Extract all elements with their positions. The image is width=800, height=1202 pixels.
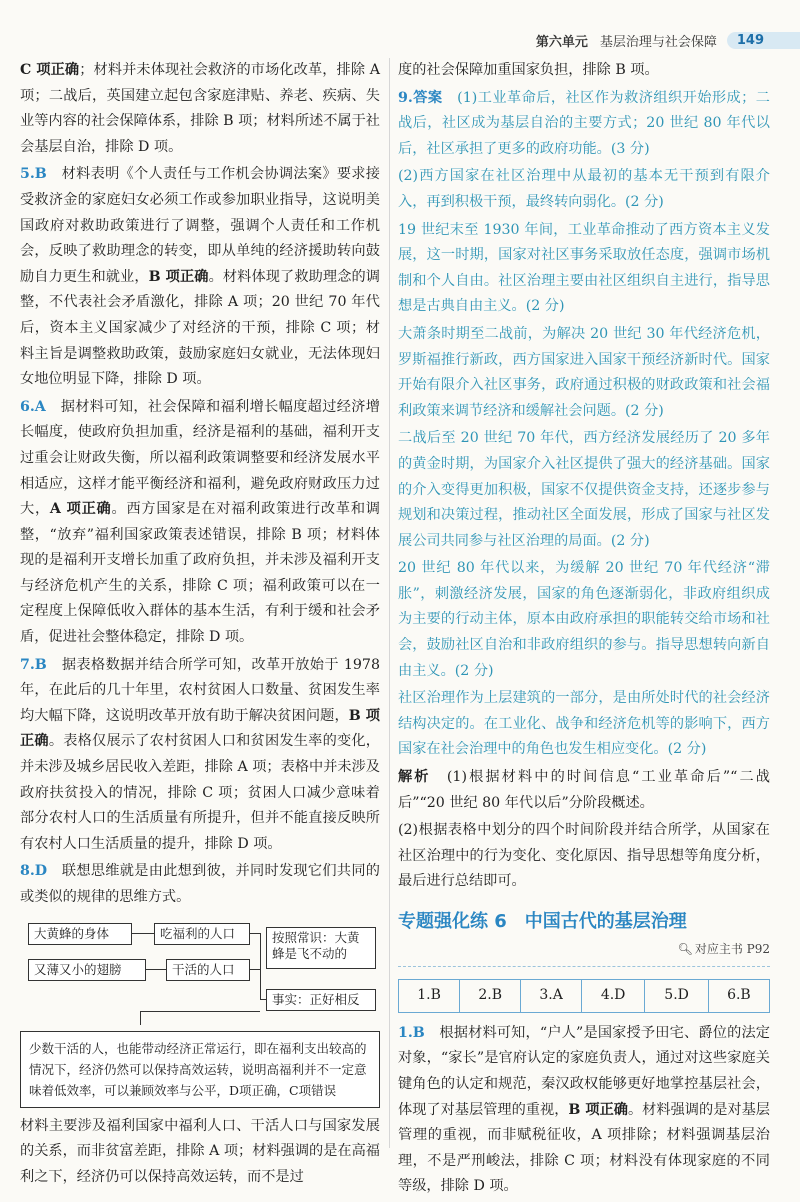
answer-9-stage4: 20 世纪 80 年代以来，为缓解 20 世纪 70 年代经济“滞胀”，刺激经济发展，国家的角色逐渐弱化，非政府组织成为主要的行动主体，原本由政府承担的职能转交给市场和社会，鼓励社区自治和非政府组织的参与。指导思想转向新自由主义。(2 分): [398, 560, 770, 679]
table-row: [399, 980, 770, 1013]
bold-conclusion: A 项正确: [49, 501, 112, 518]
answer-4-continued: [20, 58, 380, 160]
association-diagram: [20, 915, 380, 1085]
answer-9-stage3: 二战后至 20 世纪 70 年代，西方经济发展经历了 20 多年的黄金时期，为国家介入社区提供了强大的经济基础。国家的介入变得更加积极，国家不仅提供资金支持，还逐步参与规划和决策过程，推动社区全面发展，形成了国家与社区发展公司共同参与社区治理的局面。(2 分): [398, 430, 770, 549]
answer-text: 。表格仅展示了农村贫困人口和贫困发生率的变化，并未涉及城乡居民收入差距，排除 A 项；表格中并未涉及政府扶贫投入的情况，排除 C 项；贫困人口减少意味着部分农村人口的生活质量有所提升，但并不能直接反映所有农村人口生活质量的提升，排除 D 项。: [20, 733, 380, 852]
unit-label: 第六单元: [535, 34, 588, 50]
column-divider: [389, 58, 390, 1148]
analysis-2: (2)根据表格中划分的四个时间阶段并结合所学，从国家在社区治理中的行为变化、变化原因、指导思想等角度分析，最后进行总结即可。: [398, 822, 770, 890]
answer-6: [20, 395, 380, 651]
bold-conclusion: B 项正确: [148, 268, 209, 285]
answer-text: 材料表明《个人责任与工作机会协调法案》要求接受救济金的家庭妇女必须工作或参加职业指导，这说明美国政府对救助政策进行了调整，强调个人责任和工作机会，反映了救助理念的转变，即从单纯的经济援助转向鼓励自力更生和就业，: [20, 166, 380, 285]
answer-8-continued: 材料主要涉及福利国家中福利人口、干活人口与国家发展的关系，而非贫富差距，排除 A 项；材料强调的是在高福利之下，经济仍可以保持高效运转，而不是过: [20, 1117, 380, 1185]
magnifier-icon: 🔍︎: [677, 941, 693, 956]
answer-key-table: [398, 979, 770, 1013]
answer-9-part1: [398, 86, 770, 163]
answer-text: (1)工业革命后，社区作为救济组织开始形成；二战后，社区成为基层自治的主要方式；20 世纪 80 年代以后，社区承担了更多的政府功能。(3 分): [398, 89, 770, 157]
analysis-1: [398, 765, 770, 816]
right-column: [398, 58, 770, 1202]
question-number: 9.答案: [398, 89, 443, 106]
question-number: 8.D: [20, 863, 48, 880]
diagram-box-bee-body: 大黄蜂的身体: [28, 923, 132, 945]
diagram-connector: [260, 933, 261, 970]
diagram-box-fact: 事实：正好相反: [266, 989, 376, 1011]
answer-8: [20, 859, 380, 910]
answer-text: 据表格数据并结合所学可知，改革开放始于 1978 年，在此后的几十年里，农村贫困人口数量、贫困发生率均大幅下降，这说明改革开放有助于解决贫困问题，: [20, 656, 380, 724]
diagram-box-workers: 干活的人口: [166, 959, 250, 981]
answer-5: [20, 162, 380, 392]
section-answer-1: [398, 1021, 770, 1200]
analysis-label: 解析: [398, 769, 431, 786]
question-number: 1.B: [398, 1024, 425, 1041]
section-title: 专题强化练 6 中国古代的基层治理: [398, 911, 687, 932]
answer-text: 联想思维就是由此想到彼，并同时发现它们共同的或类似的规律的思维方式。: [20, 863, 380, 905]
answer-cell: 5.D: [645, 980, 708, 1013]
answer-9-summary: 社区治理作为上层建筑的一部分，是由所处时代的社会经济结构决定的。在工业化、战争和经济危机等的影响下，西方国家在社会治理中的角色也发生相应变化。(2 分): [398, 690, 770, 758]
topic-label: 基层治理与社会保障: [599, 34, 717, 50]
question-number: 5.B: [20, 166, 47, 183]
bold-conclusion: B 项正确: [568, 1101, 628, 1118]
answer-text: 。材料强调的是对基层管理的重视，而非赋税征收，A 项排除；材料强调基层治理，不是严刑峻法，排除 C 项；材料没有体现家庭的不同等级，排除 D 项。: [398, 1101, 770, 1195]
diagram-connector: [140, 1011, 141, 1025]
diagram-connector: [250, 933, 260, 934]
page-header: [536, 30, 800, 50]
answer-text: 根据材料可知，“户人”是国家授予田宅、爵位的法定对象，“家长”是官府认定的家庭负责人，通过对这些家庭关键角色的认定和规范，秦汉政权能够更好地掌控基层社会，体现了对基层管理的重视，: [398, 1024, 770, 1118]
answer-7: [20, 653, 380, 858]
answer-cell: 3.A: [521, 980, 582, 1013]
diagram-box-wings: 又薄又小的翅膀: [28, 959, 146, 981]
conclusion-box: 少数干活的人，也能带动经济正常运行，即在福利支出较高的情况下，经济仍然可以保持高效运转，说明高福利并不一定意味着低效率，可以兼顾效率与公平，D项正确，C项错误: [20, 1031, 380, 1108]
answer-cell: 4.D: [581, 980, 644, 1013]
answer-cell: 2.B: [460, 980, 521, 1013]
diagram-arrow: [146, 969, 166, 970]
question-number: 7.B: [20, 656, 47, 673]
reference-line: [398, 937, 770, 968]
diagram-connector: [140, 1011, 260, 1012]
answer-text: 据材料可知，社会保障和福利增长幅度超过经济增长幅度，使政府负担加重，经济是福利的基础，福利开支过重会让财政失衡，所以福利政策调整要和经济发展水平相适应，这样才能平衡经济和福利，避免政府财政压力过大，: [20, 398, 380, 518]
bold-conclusion: C 项正确: [20, 62, 80, 78]
answer-cell: 1.B: [399, 980, 460, 1013]
answer-9-part2: (2)西方国家在社区治理中从最初的基本无干预到有限介入，再到积极干预，最终转向弱化。(2 分): [398, 168, 770, 210]
answer-8-end: 度的社会保障加重国家负担，排除 B 项。: [398, 62, 659, 78]
answer-9-stage2: 大萧条时期至二战前，为解决 20 世纪 30 年代经济危机，罗斯福推行新政，西方国家进入国家干预经济新时代。国家开始有限介入社区事务，政府通过积极的财政政策和社会福利政策来调节经济和缓解社会问题。(2 分): [398, 325, 770, 419]
diagram-box-welfare-people: 吃福利的人口: [154, 923, 250, 945]
reference-text: 对应主书 P92: [694, 941, 770, 956]
analysis-text: (1)根据材料中的时间信息“工业革命后”“二战后”“20 世纪 80 年代以后”分阶段概述。: [398, 769, 770, 811]
answer-text: ；材料并未体现社会救济的市场化改革，排除 A 项；二战后，英国建立起包含家庭津贴、养老、疾病、失业等内容的社会保障体系，排除 B 项；材料所述不属于社会基层自治，排除 D 项。: [20, 62, 380, 155]
answer-cell: 6.B: [708, 980, 769, 1013]
page-number: 149: [727, 32, 800, 49]
answer-9-stage1: 19 世纪末至 1930 年间，工业革命推动了西方资本主义发展，这一时期，国家对社区事务采取放任态度，强调市场机制和个人自由。社区治理主要由社区组织自主进行，指导思想是古典自由主义。(2 分): [398, 221, 770, 315]
diagram-connector: [250, 969, 260, 970]
diagram-connector: [260, 969, 261, 999]
diagram-box-common-sense: 按照常识：大黄蜂是飞不动的: [266, 927, 376, 969]
diagram-arrow: [132, 933, 154, 934]
answer-text: 。西方国家是在对福利政策进行改革和调整，“放弃”福利国家政策表述错误，排除 B 项；材料体现的是福利开支增长加重了政府负担，并未涉及福利开支与经济危机产生的关系，排除 C 项；福利政策可以在一定程度上保障低收入群体的基本生活，有利于缓和社会矛盾，促进社会整体稳定，排除 D 项。: [20, 501, 380, 646]
question-number: 6.A: [20, 398, 46, 415]
left-column: [20, 58, 380, 1192]
bold-conclusion: B 项正确: [20, 707, 380, 750]
answer-text: 。材料体现了救助理念的调整，不代表社会矛盾激化，排除 A 项；20 世纪 70 年代后，资本主义国家减少了对经济的干预，排除 C 项；材料主旨是调整救助政策，鼓励家庭妇女就业，无法体现妇女地位明显下降，排除 D 项。: [20, 268, 380, 388]
